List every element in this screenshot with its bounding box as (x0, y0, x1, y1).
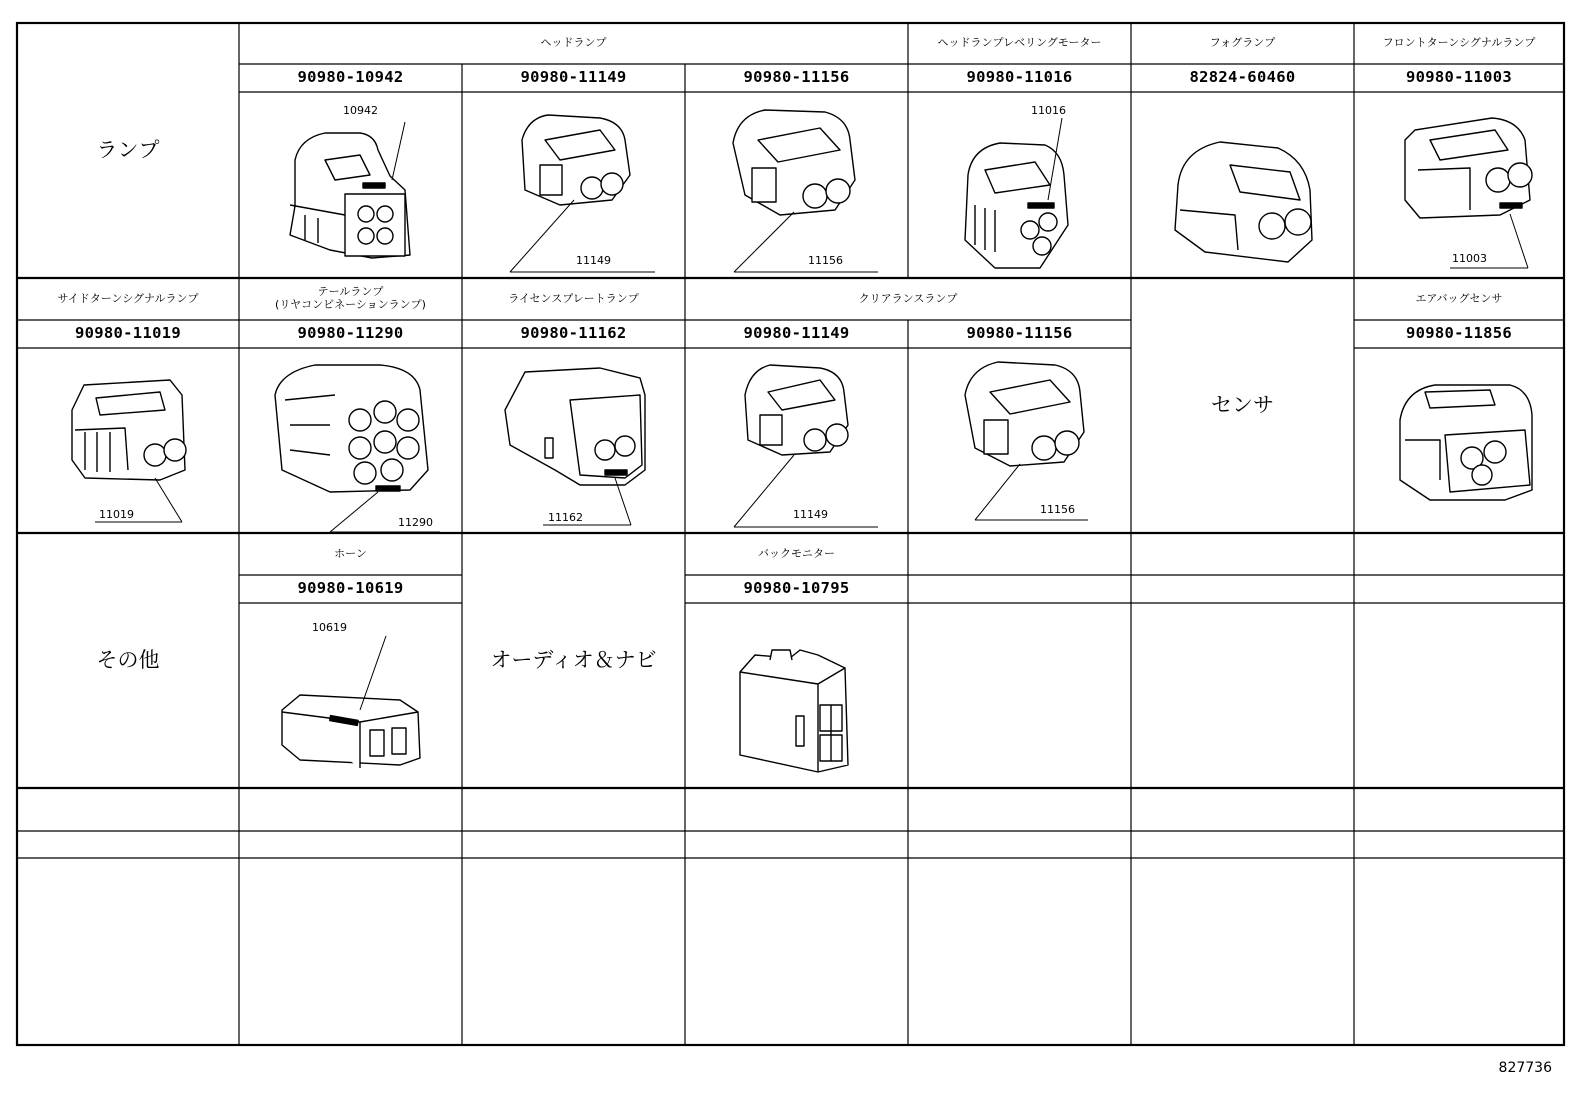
part-number: 90980-11019 (75, 324, 181, 343)
connector-10942-drawing (290, 122, 410, 258)
header-license-plate-lamp: ライセンスプレートランプ (508, 291, 639, 305)
part-number: 90980-11156 (966, 324, 1073, 343)
connector-11019-drawing (72, 380, 186, 522)
callout-label: 11290 (398, 516, 433, 529)
header-headlamp-leveling-motor: ヘッドランプレベリングモーター (937, 36, 1102, 50)
callout-label: 11149 (793, 508, 828, 521)
part-number: 90980-11162 (520, 324, 627, 343)
callout-label: 11019 (99, 508, 134, 521)
connector-82824-60460-drawing (1175, 142, 1312, 262)
callout-label: 11003 (1452, 252, 1487, 265)
part-number: 90980-11856 (1406, 324, 1512, 343)
connector-11856-drawing (1400, 385, 1532, 500)
callout-label: 11149 (576, 254, 611, 267)
part-number: 90980-10795 (743, 579, 850, 598)
callout-label: 11162 (548, 511, 583, 524)
connector-11149b-drawing (734, 365, 878, 527)
header-fog-lamp: フォグランプ (1209, 36, 1276, 50)
connector-11290-drawing (275, 365, 440, 532)
connector-11149-drawing (510, 115, 655, 272)
part-number: 82824-60460 (1189, 68, 1296, 87)
callout-label: 11156 (808, 254, 843, 267)
callout-label: 10942 (343, 104, 378, 117)
connector-10795-drawing (740, 650, 848, 772)
part-number: 90980-11156 (743, 68, 850, 87)
header-back-monitor: バックモニター (758, 546, 835, 560)
part-number: 90980-11003 (1406, 68, 1512, 87)
figure-id: 827736 (1498, 1060, 1552, 1076)
callout-label: 11016 (1031, 104, 1066, 117)
header-tail-lamp-line2: (リヤコンビネーションランプ) (275, 298, 426, 311)
callout-label: 11156 (1040, 503, 1075, 516)
connector-11003-drawing (1405, 118, 1532, 268)
header-front-turn-signal: フロントターンシグナルランプ (1382, 36, 1536, 50)
part-number: 90980-11149 (520, 68, 627, 87)
part-number: 90980-11016 (966, 68, 1073, 87)
connector-11016-drawing (965, 118, 1068, 268)
category-lamp: ランプ (96, 138, 160, 163)
header-headlamp: ヘッドランプ (540, 36, 607, 50)
part-number: 90980-11290 (297, 324, 404, 343)
category-audio-navi: オーディオ＆ナビ (490, 648, 657, 673)
connector-11156b-drawing (965, 362, 1088, 520)
header-side-turn-signal: サイドターンシグナルランプ (57, 291, 199, 305)
header-airbag-sensor: エアバッグセンサ (1415, 291, 1503, 305)
header-horn: ホーン (334, 546, 367, 560)
header-tail-lamp-line1: テールランプ (317, 285, 384, 299)
category-other: その他 (96, 648, 160, 673)
part-number: 90980-10619 (297, 579, 404, 598)
connector-11162-drawing (505, 368, 645, 525)
connector-11156-drawing (733, 110, 878, 272)
part-number: 90980-10942 (297, 68, 404, 87)
part-number: 90980-11149 (743, 324, 850, 343)
callout-label: 10619 (312, 621, 347, 634)
header-clearance-lamp: クリアランスランプ (858, 291, 958, 305)
category-sensor: センサ (1211, 393, 1274, 418)
connector-10619-drawing (282, 636, 420, 768)
